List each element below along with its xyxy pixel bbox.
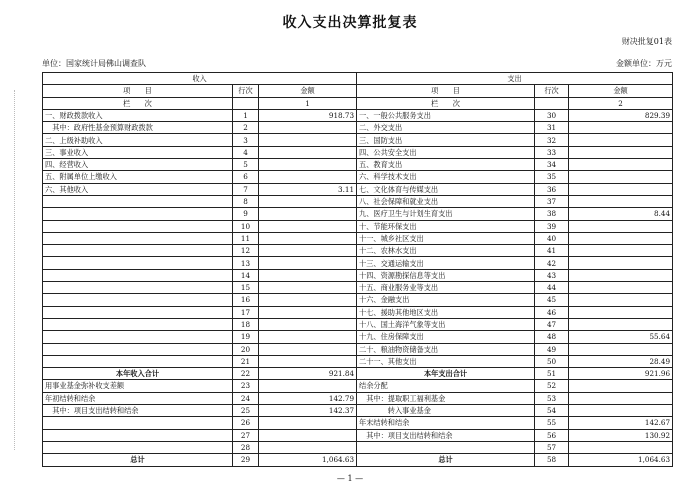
income-item-cell bbox=[43, 208, 233, 220]
table-row bbox=[43, 318, 673, 330]
table-row bbox=[43, 392, 673, 404]
expense-item-cell: 十、节能环保支出 bbox=[357, 220, 535, 232]
expense-line-cell: 45 bbox=[535, 294, 569, 306]
income-amount-cell: 142.79 bbox=[259, 392, 357, 404]
income-amount-cell bbox=[259, 171, 357, 183]
income-amount-cell bbox=[259, 146, 357, 158]
expense-amount-cell: 8.44 bbox=[569, 208, 673, 220]
expense-item-cell: 本年支出合计 bbox=[357, 368, 535, 380]
expense-line-cell: 49 bbox=[535, 343, 569, 355]
expense-amount-cell: 28.49 bbox=[569, 355, 673, 367]
column-number-row bbox=[43, 97, 673, 109]
expense-item-cell: 二十、粮油物资储备支出 bbox=[357, 343, 535, 355]
page-title: 收入支出决算批复表 bbox=[282, 15, 418, 31]
table-row bbox=[43, 429, 673, 441]
expense-line-cell: 40 bbox=[535, 232, 569, 244]
scan-edge-mark bbox=[14, 90, 21, 450]
income-line-cell: 12 bbox=[233, 245, 259, 257]
expense-amount-cell bbox=[569, 183, 673, 195]
income-line-cell: 14 bbox=[233, 269, 259, 281]
income-line-cell: 18 bbox=[233, 318, 259, 330]
income-item-cell bbox=[43, 306, 233, 318]
table-row bbox=[43, 417, 673, 429]
income-item-cell bbox=[43, 220, 233, 232]
table-row bbox=[43, 441, 673, 453]
income-item-cell bbox=[43, 343, 233, 355]
income-amount-cell bbox=[259, 134, 357, 146]
form-code: 财决批复01表 bbox=[621, 37, 672, 46]
income-line-blank bbox=[233, 97, 259, 109]
table-row bbox=[43, 368, 673, 380]
expense-line-cell: 39 bbox=[535, 220, 569, 232]
table-row bbox=[43, 159, 673, 171]
table-row bbox=[43, 146, 673, 158]
table-row bbox=[43, 109, 673, 121]
income-item-cell: 其中：政府性基金预算财政拨款 bbox=[43, 122, 233, 134]
table-row bbox=[43, 257, 673, 269]
table-row bbox=[43, 269, 673, 281]
income-item-cell: 本年收入合计 bbox=[43, 368, 233, 380]
expense-amount-cell bbox=[569, 159, 673, 171]
income-line-cell: 11 bbox=[233, 232, 259, 244]
income-amount-cell bbox=[259, 380, 357, 392]
table-row bbox=[43, 208, 673, 220]
expense-line-cell: 58 bbox=[535, 454, 569, 466]
expense-amount-cell bbox=[569, 380, 673, 392]
income-line-cell: 10 bbox=[233, 220, 259, 232]
income-item-cell bbox=[43, 441, 233, 453]
expense-line-cell: 47 bbox=[535, 318, 569, 330]
expense-item-cell: 四、公共安全支出 bbox=[357, 146, 535, 158]
expense-line-cell: 37 bbox=[535, 195, 569, 207]
income-amount-cell bbox=[259, 441, 357, 453]
table-row bbox=[43, 134, 673, 146]
income-amount-cell bbox=[259, 257, 357, 269]
income-item-cell: 五、附属单位上缴收入 bbox=[43, 171, 233, 183]
expense-line-cell: 31 bbox=[535, 122, 569, 134]
income-amount-cell bbox=[259, 417, 357, 429]
expense-amount-cell bbox=[569, 257, 673, 269]
expense-line-cell: 48 bbox=[535, 331, 569, 343]
table-row bbox=[43, 171, 673, 183]
income-amount-cell bbox=[259, 195, 357, 207]
expense-line-cell: 33 bbox=[535, 146, 569, 158]
expense-item-cell: 其中：项目支出结转和结余 bbox=[357, 429, 535, 441]
expense-item-cell: 八、社会保障和就业支出 bbox=[357, 195, 535, 207]
expense-item-cell: 六、科学技术支出 bbox=[357, 171, 535, 183]
income-line-cell: 16 bbox=[233, 294, 259, 306]
income-line-cell: 4 bbox=[233, 146, 259, 158]
expense-amount-cell bbox=[569, 195, 673, 207]
income-line-cell: 13 bbox=[233, 257, 259, 269]
expense-line-cell: 55 bbox=[535, 417, 569, 429]
income-amount-cell: 3.11 bbox=[259, 183, 357, 195]
income-item-cell: 总计 bbox=[43, 454, 233, 466]
income-item-cell bbox=[43, 417, 233, 429]
expense-item-cell: 十一、城乡社区支出 bbox=[357, 232, 535, 244]
expense-amount-cell bbox=[569, 146, 673, 158]
expense-amount-cell bbox=[569, 245, 673, 257]
income-line-cell: 1 bbox=[233, 109, 259, 121]
income-item-cell bbox=[43, 269, 233, 281]
expense-amount-cell bbox=[569, 134, 673, 146]
expense-line-cell: 38 bbox=[535, 208, 569, 220]
income-amount-cell: 921.84 bbox=[259, 368, 357, 380]
expense-amount-cell: 921.96 bbox=[569, 368, 673, 380]
income-line-cell: 20 bbox=[233, 343, 259, 355]
expense-item-cell: 七、文化体育与传媒支出 bbox=[357, 183, 535, 195]
expense-line-cell: 53 bbox=[535, 392, 569, 404]
income-line-cell: 15 bbox=[233, 282, 259, 294]
expense-line-cell: 35 bbox=[535, 171, 569, 183]
income-item-cell bbox=[43, 257, 233, 269]
expense-amount-cell: 55.64 bbox=[569, 331, 673, 343]
expense-amount-cell bbox=[569, 171, 673, 183]
income-amount-cell: 918.73 bbox=[259, 109, 357, 121]
income-line-cell: 17 bbox=[233, 306, 259, 318]
income-amount-cell bbox=[259, 122, 357, 134]
expense-line-cell: 50 bbox=[535, 355, 569, 367]
expense-item-cell: 九、医疗卫生与计划生育支出 bbox=[357, 208, 535, 220]
income-item-cell: 年初结转和结余 bbox=[43, 392, 233, 404]
income-line-cell: 5 bbox=[233, 159, 259, 171]
table-row bbox=[43, 331, 673, 343]
income-line-cell: 28 bbox=[233, 441, 259, 453]
income-line-cell: 25 bbox=[233, 405, 259, 417]
expense-amount-cell: 142.67 bbox=[569, 417, 673, 429]
income-line-cell: 8 bbox=[233, 195, 259, 207]
expense-line-cell: 36 bbox=[535, 183, 569, 195]
income-amount-cell: 1,064.63 bbox=[259, 454, 357, 466]
income-line-cell: 23 bbox=[233, 380, 259, 392]
expense-line-cell: 46 bbox=[535, 306, 569, 318]
expense-item-cell: 十八、国土海洋气象等支出 bbox=[357, 318, 535, 330]
expense-amount-cell bbox=[569, 343, 673, 355]
expense-item-cell: 二十一、其他支出 bbox=[357, 355, 535, 367]
expense-amount-header: 金额 bbox=[569, 85, 673, 97]
expense-line-header: 行次 bbox=[535, 85, 569, 97]
income-line-cell: 9 bbox=[233, 208, 259, 220]
expense-amount-cell bbox=[569, 122, 673, 134]
expense-item-cell: 十六、金融支出 bbox=[357, 294, 535, 306]
table-row bbox=[43, 245, 673, 257]
income-amount-cell bbox=[259, 343, 357, 355]
expense-item-cell: 结余分配 bbox=[357, 380, 535, 392]
table-row bbox=[43, 195, 673, 207]
income-amount-cell bbox=[259, 294, 357, 306]
income-column-number: 1 bbox=[259, 97, 357, 109]
table-row bbox=[43, 454, 673, 466]
income-amount-cell bbox=[259, 245, 357, 257]
expense-line-cell: 32 bbox=[535, 134, 569, 146]
income-item-cell: 六、其他收入 bbox=[43, 183, 233, 195]
expense-amount-cell bbox=[569, 282, 673, 294]
income-amount-cell bbox=[259, 269, 357, 281]
income-line-cell: 24 bbox=[233, 392, 259, 404]
income-section-header: 收入 bbox=[43, 73, 357, 85]
income-item-cell: 四、经营收入 bbox=[43, 159, 233, 171]
income-amount-cell bbox=[259, 208, 357, 220]
income-item-cell bbox=[43, 294, 233, 306]
amount-unit: 金额单位：万元 bbox=[616, 59, 672, 68]
income-item-cell: 二、上级补助收入 bbox=[43, 134, 233, 146]
table-row bbox=[43, 306, 673, 318]
income-amount-cell bbox=[259, 232, 357, 244]
table-row bbox=[43, 232, 673, 244]
income-line-cell: 7 bbox=[233, 183, 259, 195]
expense-line-cell: 30 bbox=[535, 109, 569, 121]
income-line-cell: 29 bbox=[233, 454, 259, 466]
expense-section-header: 支出 bbox=[357, 73, 673, 85]
income-item-cell bbox=[43, 331, 233, 343]
income-item-cell bbox=[43, 232, 233, 244]
income-item-cell bbox=[43, 245, 233, 257]
income-item-cell: 三、事业收入 bbox=[43, 146, 233, 158]
table-row bbox=[43, 343, 673, 355]
expense-item-header: 项 目 bbox=[357, 85, 535, 97]
income-amount-header: 金额 bbox=[259, 85, 357, 97]
expense-amount-cell bbox=[569, 220, 673, 232]
income-line-cell: 19 bbox=[233, 331, 259, 343]
expense-line-cell: 57 bbox=[535, 441, 569, 453]
table-row bbox=[43, 183, 673, 195]
expense-line-blank bbox=[535, 97, 569, 109]
income-amount-cell: 142.37 bbox=[259, 405, 357, 417]
expense-line-cell: 56 bbox=[535, 429, 569, 441]
income-line-header: 行次 bbox=[233, 85, 259, 97]
expense-line-cell: 42 bbox=[535, 257, 569, 269]
income-line-cell: 21 bbox=[233, 355, 259, 367]
table-row bbox=[43, 380, 673, 392]
reporting-unit: 单位：国家统计局佛山调查队 bbox=[42, 59, 146, 68]
expense-item-cell: 十七、援助其他地区支出 bbox=[357, 306, 535, 318]
expense-item-cell: 十二、农林水支出 bbox=[357, 245, 535, 257]
expense-line-cell: 43 bbox=[535, 269, 569, 281]
expense-amount-cell: 1,064.63 bbox=[569, 454, 673, 466]
table-row bbox=[43, 220, 673, 232]
expense-line-cell: 41 bbox=[535, 245, 569, 257]
expense-amount-cell bbox=[569, 392, 673, 404]
income-amount-cell bbox=[259, 429, 357, 441]
expense-column-label: 栏 次 bbox=[357, 97, 535, 109]
income-item-cell bbox=[43, 282, 233, 294]
income-line-cell: 3 bbox=[233, 134, 259, 146]
expense-line-cell: 34 bbox=[535, 159, 569, 171]
expense-item-cell: 十九、住房保障支出 bbox=[357, 331, 535, 343]
income-line-cell: 2 bbox=[233, 122, 259, 134]
section-header-row bbox=[43, 73, 673, 85]
expense-amount-cell bbox=[569, 405, 673, 417]
expense-column-number: 2 bbox=[569, 97, 673, 109]
expense-amount-cell bbox=[569, 306, 673, 318]
income-item-cell: 其中：项目支出结转和结余 bbox=[43, 405, 233, 417]
expense-item-cell: 其中：提取职工福利基金 bbox=[357, 392, 535, 404]
table-row bbox=[43, 122, 673, 134]
table-row bbox=[43, 282, 673, 294]
income-item-cell bbox=[43, 429, 233, 441]
income-amount-cell bbox=[259, 306, 357, 318]
income-line-cell: 27 bbox=[233, 429, 259, 441]
expense-amount-cell: 829.39 bbox=[569, 109, 673, 121]
expense-amount-cell bbox=[569, 318, 673, 330]
income-item-cell bbox=[43, 355, 233, 367]
expense-item-cell: 总计 bbox=[357, 454, 535, 466]
income-line-cell: 22 bbox=[233, 368, 259, 380]
expense-item-cell: 年末结转和结余 bbox=[357, 417, 535, 429]
table-row bbox=[43, 405, 673, 417]
expense-item-cell: 转入事业基金 bbox=[357, 405, 535, 417]
expense-item-cell bbox=[357, 441, 535, 453]
expense-amount-cell bbox=[569, 232, 673, 244]
income-amount-cell bbox=[259, 331, 357, 343]
expense-item-cell: 三、国防支出 bbox=[357, 134, 535, 146]
income-amount-cell bbox=[259, 355, 357, 367]
income-item-header: 项 目 bbox=[43, 85, 233, 97]
income-amount-cell bbox=[259, 159, 357, 171]
income-item-cell bbox=[43, 195, 233, 207]
expense-amount-cell bbox=[569, 441, 673, 453]
expense-item-cell: 十五、商业服务业等支出 bbox=[357, 282, 535, 294]
expense-item-cell: 十三、交通运输支出 bbox=[357, 257, 535, 269]
income-column-label: 栏 次 bbox=[43, 97, 233, 109]
expense-item-cell: 一、一般公共服务支出 bbox=[357, 109, 535, 121]
column-header-row bbox=[43, 85, 673, 97]
table-row bbox=[43, 355, 673, 367]
expense-line-cell: 54 bbox=[535, 405, 569, 417]
income-line-cell: 26 bbox=[233, 417, 259, 429]
income-amount-cell bbox=[259, 318, 357, 330]
income-line-cell: 6 bbox=[233, 171, 259, 183]
income-expense-table bbox=[42, 72, 673, 467]
expense-amount-cell bbox=[569, 269, 673, 281]
table-row bbox=[43, 294, 673, 306]
expense-line-cell: 52 bbox=[535, 380, 569, 392]
expense-item-cell: 五、教育支出 bbox=[357, 159, 535, 171]
page-number: — 1 — bbox=[336, 474, 364, 483]
expense-item-cell: 十四、资源勘探信息等支出 bbox=[357, 269, 535, 281]
expense-item-cell: 二、外交支出 bbox=[357, 122, 535, 134]
expense-amount-cell bbox=[569, 294, 673, 306]
income-amount-cell bbox=[259, 220, 357, 232]
expense-line-cell: 44 bbox=[535, 282, 569, 294]
income-item-cell: 用事业基金弥补收支差额 bbox=[43, 380, 233, 392]
income-item-cell: 一、财政拨款收入 bbox=[43, 109, 233, 121]
income-item-cell bbox=[43, 318, 233, 330]
expense-amount-cell: 130.92 bbox=[569, 429, 673, 441]
expense-line-cell: 51 bbox=[535, 368, 569, 380]
income-amount-cell bbox=[259, 282, 357, 294]
